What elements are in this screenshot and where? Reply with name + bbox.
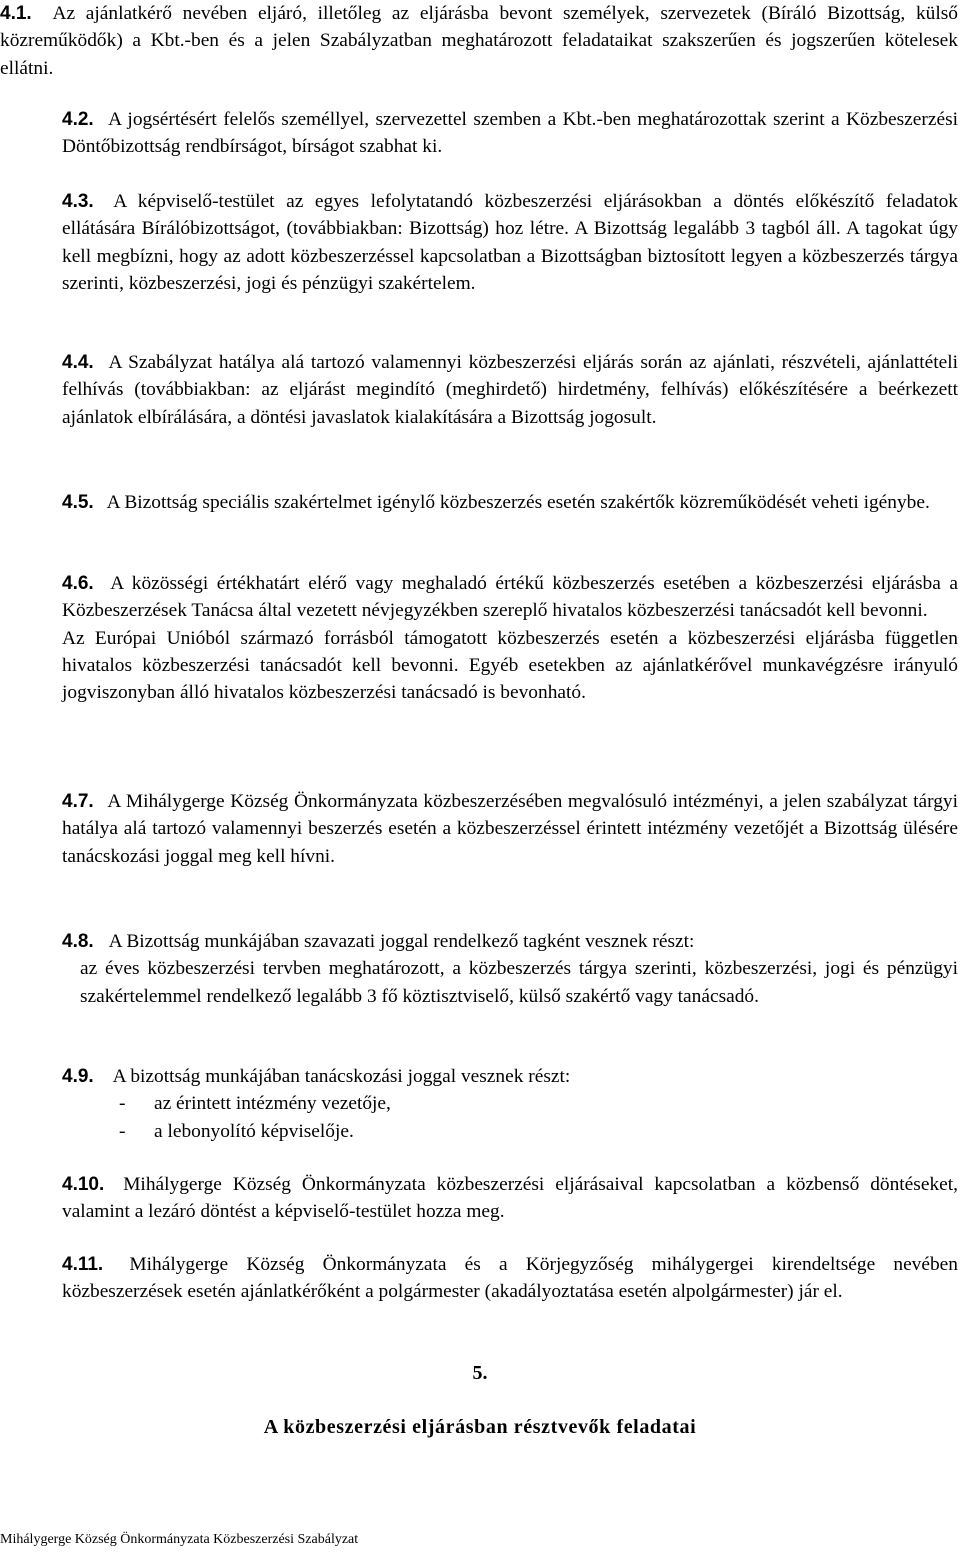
section-number: 4.10. [62, 1174, 105, 1195]
section-text-continued: az éves közbeszerzési tervben meghatározott, a közbeszerzés tárgya szerinti, közbeszerzési, jogi és pénzügyi szakértelemmel rendelkező legalább 3 fő köztisztviselő, külső szakértő vagy tanácsadó. [80, 958, 958, 1007]
section-text: Mihálygerge Község Önkormányzata és a Körjegyzőség mihálygergei kirendeltsége nevében közbeszerzések esetén ajánlatkérőként a polgármester (akadályoztatása esetén alpolgármester) jár el. [62, 1254, 958, 1303]
section-number: 4.8. [62, 931, 94, 952]
section-4-7 [62, 788, 958, 870]
section-4-5 [62, 489, 958, 516]
section-4-2 [62, 106, 958, 161]
participant-list [0, 1090, 958, 1145]
section-text: A Szabályzat hatálya alá tartozó valamennyi közbeszerzési eljárás során az ajánlati, részvételi, ajánlattételi felhívás (továbbiakban: az eljárást megindító (meghirdető) hirdetmény, felhívás) előkészítésére a beérkezett ajánlatok elbírálására, a döntési javaslatok kialakítására a Bizottság jogosult. [62, 352, 958, 428]
section-number: 4.4. [62, 352, 94, 373]
section-text: A Bizottság munkájában szavazati joggal rendelkező tagként vesznek részt: [108, 931, 695, 952]
section-4-1 [0, 0, 958, 82]
chapter-title: A közbeszerzési eljárásban résztvevők feladatai [263, 1416, 697, 1438]
section-text: Mihálygerge Község Önkormányzata közbeszerzési eljárásaival kapcsolatban a közbenső döntéseket, valamint a lezáró döntést a képviselő-testület hozza meg. [62, 1174, 958, 1223]
section-number: 4.3. [62, 191, 94, 212]
section-number: 4.6. [62, 573, 94, 594]
section-4-8 [62, 928, 958, 1010]
section-4-6 [62, 570, 958, 706]
list-item: - az érintett intézmény vezetője, [119, 1093, 391, 1115]
section-text: A bizottság munkájában tanácskozási joggal vesznek részt: [112, 1066, 571, 1087]
section-text: A közösségi értékhatárt elérő vagy meghaladó értékű közbeszerzés esetében a közbeszerzési eljárásba a Közbeszerzések Tanácsa által vezetett névjegyzékben szereplő hivatalos közbeszerzési tanácsadót kell bevonni. [62, 573, 958, 622]
section-4-10 [62, 1171, 958, 1226]
section-4-4 [62, 349, 958, 431]
section-number: 4.11. [62, 1254, 104, 1275]
section-4-3 [62, 188, 958, 297]
section-text-continued: Az Európai Unióból származó forrásból támogatott közbeszerzés esetén a közbeszerzési eljárásba független hivatalos közbeszerzési tanácsadót kell bevonni. Egyéb esetekben az ajánlatkérővel munkavégzésre irányuló jogviszonyban álló hivatalos közbeszerzési tanácsadó is bevonható. [62, 627, 958, 704]
section-number: 4.7. [62, 791, 94, 812]
section-text: Az ajánlatkérő nevében eljáró, illetőleg az eljárásba bevont személyek, szervezetek (Bíráló Bizottság, külső közreműködők) a Kbt.-ben és a jelen Szabályzatban meghatározott feladataikat szakszerűen és jogszerűen kötelesek ellátni. [0, 3, 958, 79]
list-item: - a lebonyolító képviselője. [119, 1120, 354, 1142]
section-number: 4.5. [62, 492, 94, 513]
section-text: A Bizottság speciális szakértelmet igénylő közbeszerzés esetén szakértők közreműködését veheti igénybe. [106, 492, 930, 513]
section-number: 4.2. [62, 109, 94, 130]
section-number: 4.1. [0, 3, 32, 24]
section-text: A Mihálygerge Község Önkormányzata közbeszerzésében megvalósuló intézményi, a jelen szabályzat tárgyi hatálya alá tartozó valamennyi beszerzés esetén a közbeszerzéssel érintett intézmény vezetőjét a Bizottság ülésére tanácskozási joggal meg kell hívni. [62, 791, 958, 867]
chapter-number: 5. [472, 1362, 488, 1384]
section-text: A képviselő-testület az egyes lefolytatandó közbeszerzési eljárásokban a döntés előkészítő feladatok ellátására Bírálóbizottságot, (továbbiakban: Bizottság) hoz létre. A Bizottság legalább 3 tagból áll. A tagokat úgy kell megbízni, hogy az adott közbeszerzéssel kapcsolatban a Bizottságban biztosított legyen a közbeszerzés tárgya szerinti, közbeszerzési, jogi és pénzügyi szakértelem. [62, 191, 958, 294]
section-text: A jogsértésért felelős személlyel, szervezettel szemben a Kbt.-ben meghatározottak szerint a Közbeszerzési Döntőbizottság rendbírságot, bírságot szabhat ki. [62, 109, 958, 158]
section-4-9 [62, 1063, 958, 1145]
page-footer: Mihálygerge Község Önkormányzata Közbeszerzési Szabályzat [0, 1532, 359, 1547]
section-4-11 [62, 1251, 958, 1306]
section-number: 4.9. [62, 1066, 94, 1087]
